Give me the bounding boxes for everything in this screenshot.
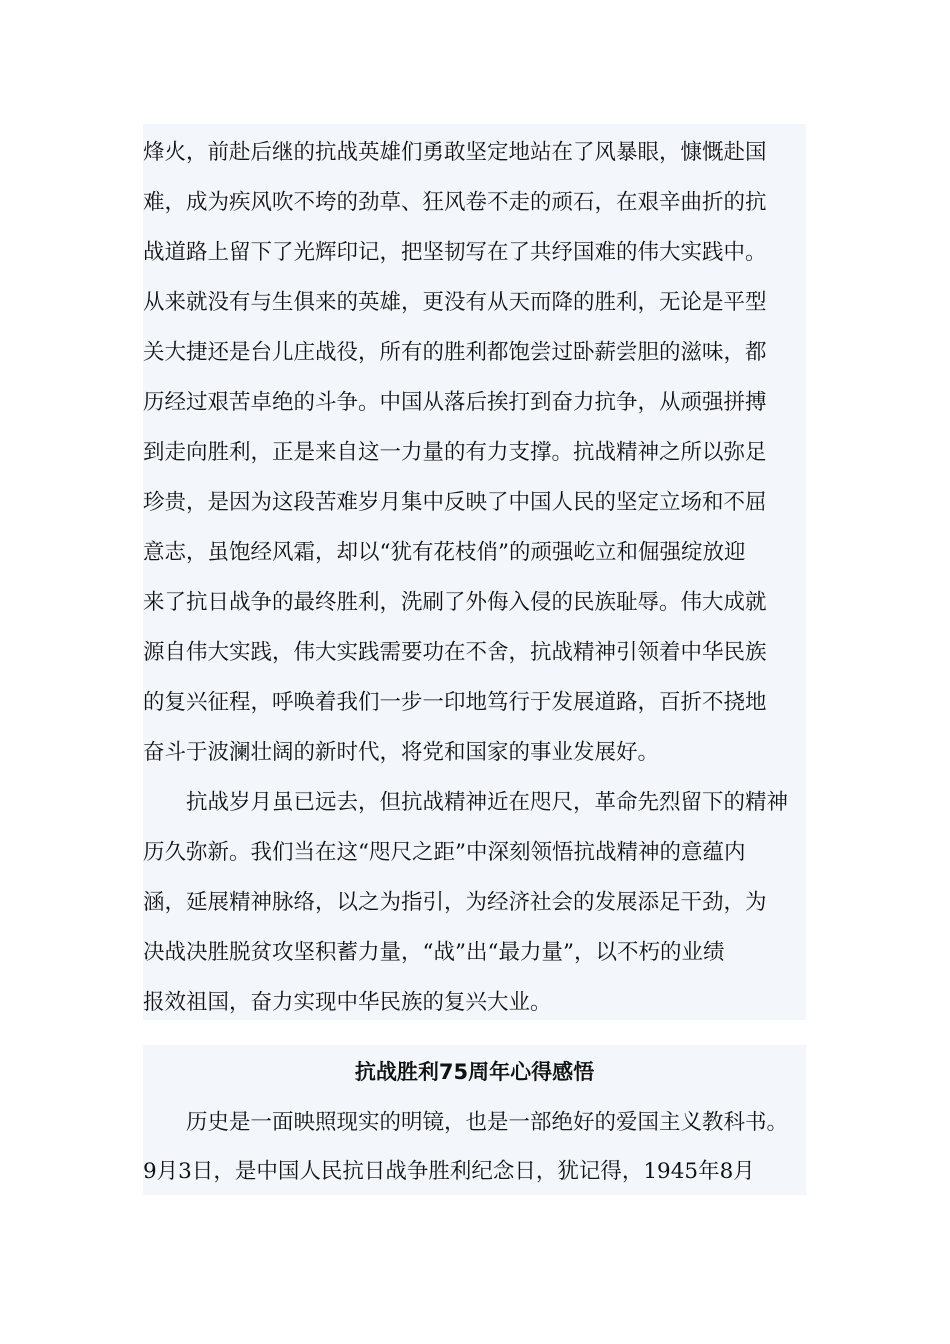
text-line: 意志，虽饱经风霜，却以“犹有花枝俏”的顽强屹立和倔强绽放迎 (143, 540, 746, 565)
text-line: 历经过艰苦卓绝的斗争。中国从落后挨打到奋力抗争，从顽强拼搏 (143, 390, 767, 415)
text-line: 来了抗日战争的最终胜利，洗刷了外侮入侵的民族耻辱。伟大成就 (143, 590, 767, 615)
text-line: 9月3日，是中国人民抗日战争胜利纪念日，犹记得，1945年8月 (143, 1159, 755, 1184)
text-line: 关大捷还是台儿庄战役，所有的胜利都饱尝过卧薪尝胆的滋味，都 (143, 340, 767, 365)
text-line: 难，成为疾风吹不垮的劲草、狂风卷不走的顽石，在艰辛曲折的抗 (143, 190, 767, 215)
section-title: 抗战胜利75周年心得感悟 (354, 1060, 595, 1084)
article-body-section (143, 124, 806, 1020)
text-line: 决战决胜脱贫攻坚积蓄力量，“战”出“最力量”，以不朽的业绩 (143, 940, 725, 965)
text-line: 从来就没有与生俱来的英雄，更没有从天而降的胜利，无论是平型 (143, 290, 767, 315)
text-line: 战道路上留下了光辉印记，把坚韧写在了共纾国难的伟大实践中。 (143, 240, 767, 265)
text-line: 源自伟大实践，伟大实践需要功在不舍，抗战精神引领着中华民族 (143, 640, 767, 665)
article-section (143, 1045, 806, 1195)
text-line: 报效祖国，奋力实现中华民族的复兴大业。 (143, 990, 552, 1015)
text-line: 珍贵，是因为这段苦难岁月集中反映了中国人民的坚定立场和不屈 (143, 490, 767, 515)
text-line: 历史是一面映照现实的明镜，也是一部绝好的爱国主义教科书。 (143, 1110, 789, 1135)
text-line: 奋斗于波澜壮阔的新时代，将党和国家的事业发展好。 (143, 740, 660, 765)
text-line: 烽火，前赴后继的抗战英雄们勇敢坚定地站在了风暴眼，慷慨赴国 (143, 140, 767, 165)
text-line: 的复兴征程，呼唤着我们一步一印地笃行于发展道路，百折不挠地 (143, 690, 767, 715)
text-line: 历久弥新。我们当在这“咫尺之距”中深刻领悟抗战精神的意蕴内 (143, 840, 746, 865)
text-line: 到走向胜利，正是来自这一力量的有力支撑。抗战精神之所以弥足 (143, 440, 767, 465)
text-line: 涵，延展精神脉络，以之为指引，为经济社会的发展添足干劲，为 (143, 890, 767, 915)
text-line: 抗战岁月虽已远去，但抗战精神近在咫尺，革命先烈留下的精神 (143, 790, 789, 815)
